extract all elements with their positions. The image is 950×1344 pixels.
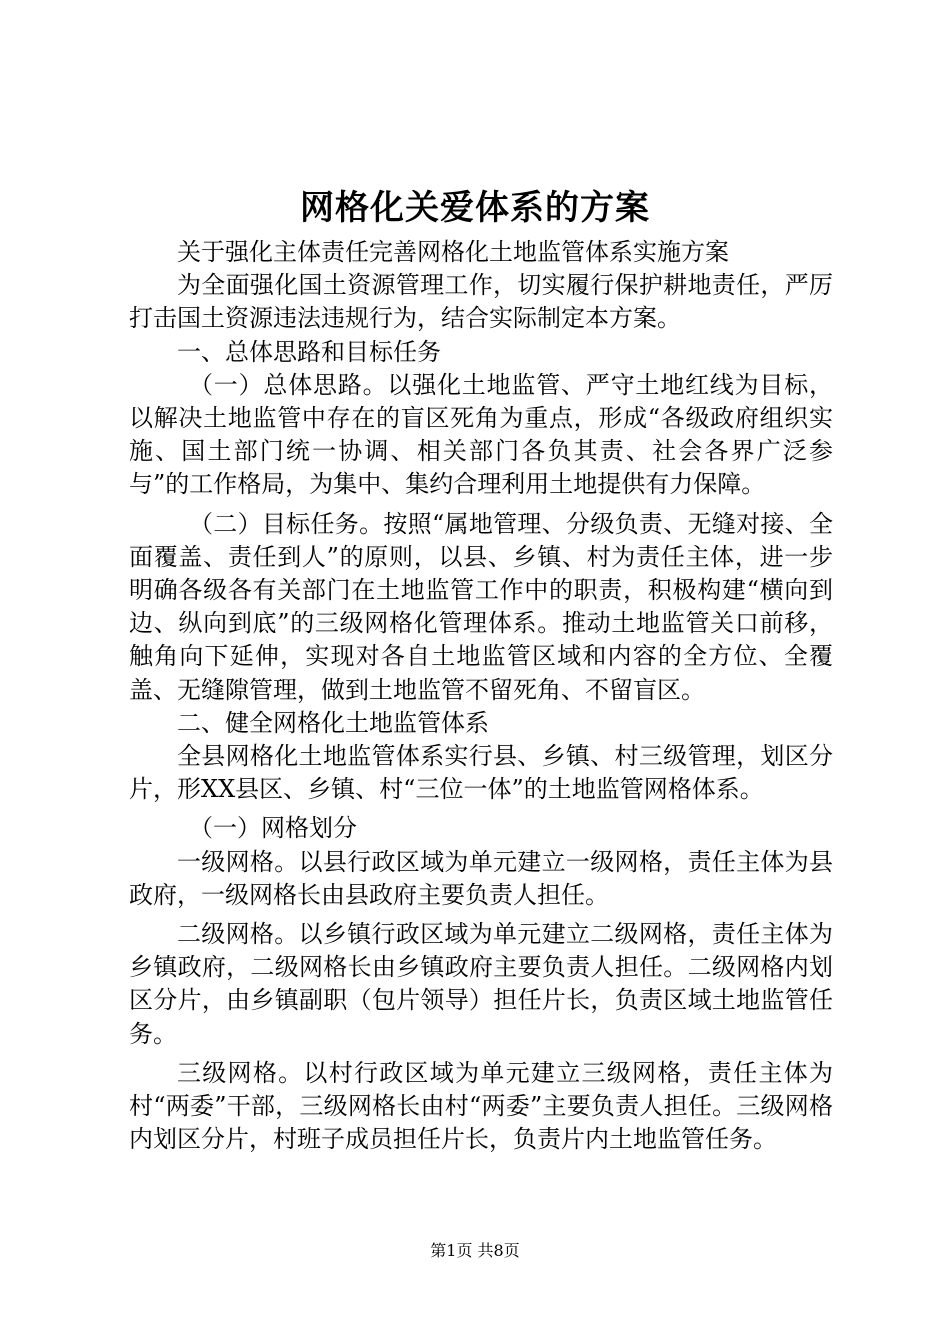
paragraph-subtitle: 关于强化主体责任完善网格化土地监管体系实施方案	[177, 238, 729, 266]
paragraph-system: 全县网格化土地监管体系实行县、乡镇、村三级管理，划区分片，形XX县区、乡镇、村“三位一体”的土地监管网格体系。	[129, 742, 833, 804]
paragraph-general-idea: （一）总体思路。以强化土地监管、严守土地红线为目标，以解决土地监管中存在的盲区死角为重点，形成“各级政府组织实施、国土部门统一协调、相关部门各负其责、社会各界广泛参与”的工作格局，为集中、集约合理利用土地提供有力保障。	[129, 370, 833, 499]
document-title: 网格化关爱体系的方案	[300, 188, 650, 228]
paragraph-grid-level-3: 三级网格。以村行政区域为单元建立三级网格，责任主体为村“两委”干部，三级网格长由村“两委”主要负责人担任。三级网格内划区分片，村班子成员担任片长，负责片内土地监管任务。	[129, 1058, 833, 1154]
page-number: 第1页 共8页	[430, 1241, 520, 1260]
section-heading-2: 二、健全网格化土地监管体系	[177, 708, 489, 737]
paragraph-grid-level-1: 一级网格。以县行政区域为单元建立一级网格，责任主体为县政府，一级网格长由县政府主要负责人担任。	[129, 847, 833, 909]
paragraph-goals: （二）目标任务。按照“属地管理、分级负责、无缝对接、全面覆盖、责任到人”的原则，以县、乡镇、村为责任主体，进一步明确各级各有关部门在土地监管工作中的职责，积极构建“横向到边、纵向到底”的三级网格化管理体系。推动土地监管关口前移，触角向下延伸，实现对各自土地监管区域和内容的全方位、全覆盖、无缝隙管理，做到土地监管不留死角、不留盲区。	[129, 509, 833, 704]
document-body	[129, 236, 833, 1156]
section-heading-1: 一、总体思路和目标任务	[177, 337, 441, 366]
paragraph-intro: 为全面强化国土资源管理工作，切实履行保护耕地责任，严厉打击国土资源违法违规行为，结合实际制定本方案。	[129, 271, 833, 333]
subsection-heading-grid: （一）网格划分	[189, 814, 357, 843]
paragraph-grid-level-2: 二级网格。以乡镇行政区域为单元建立二级网格，责任主体为乡镇政府，二级网格长由乡镇政府主要负责人担任。二级网格内划区分片，由乡镇副职（包片领导）担任片长，负责区域土地监管任务。	[129, 920, 833, 1048]
